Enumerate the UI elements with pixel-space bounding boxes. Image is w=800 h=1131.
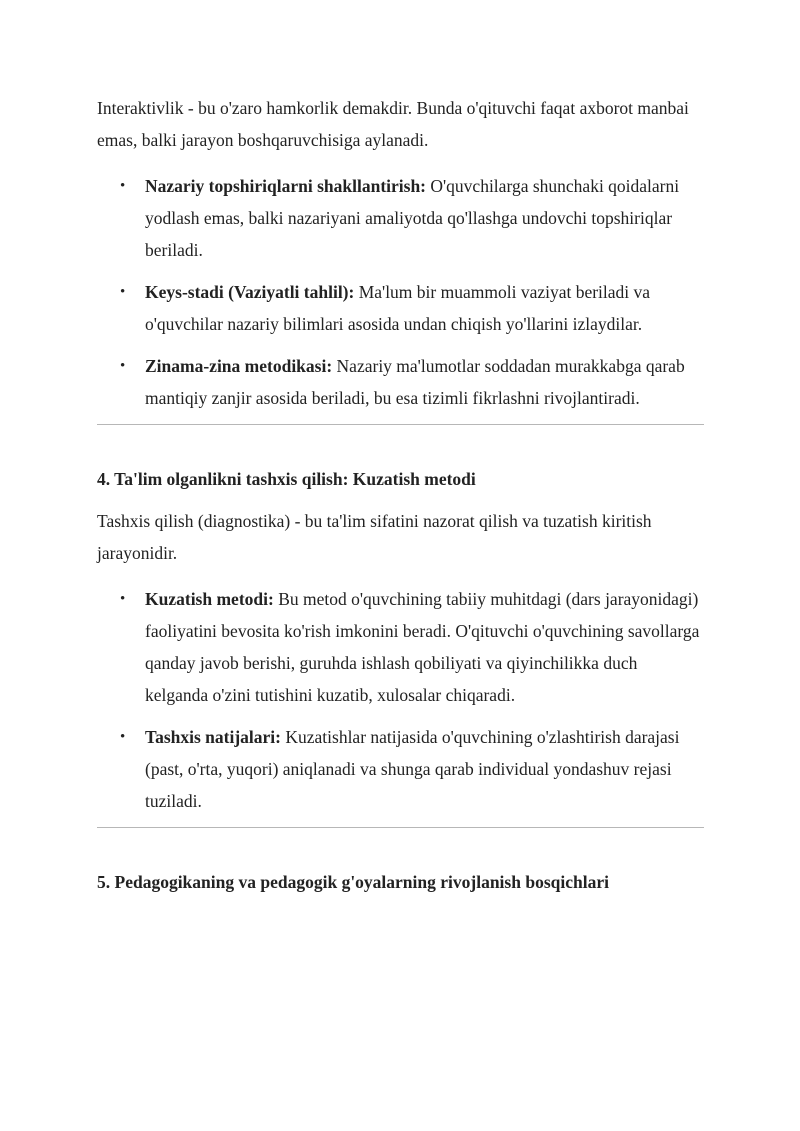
list-item-text: Nazariy ma'lumotlar soddadan murakkabga qarab mantiqiy zanjir asosida beriladi, bu esa tizimli fikrlashni rivojlantiradi. <box>145 356 685 408</box>
list-item-text: Ma'lum bir muammoli vaziyat beriladi va o'quvchilar nazariy bilimlari asosida undan chiqish yo'llarini izlaydilar. <box>145 282 651 334</box>
bullet-icon: • <box>120 284 126 300</box>
list-item-text: Kuzatishlar natijasida o'quvchining o'zlashtirish darajasi (past, o'rta, yuqori) aniqlanadi va shunga qarab individual yondashuv rejasi tuziladi. <box>145 727 680 811</box>
section-divider <box>97 827 704 828</box>
bullet-icon: • <box>120 729 126 745</box>
section4-intro: Tashxis qilish (diagnostika) - bu ta'lim sifatini nazorat qilish va tuzatish kiritish jarayonidir. <box>97 511 652 563</box>
section3-list <box>97 170 704 414</box>
section5-heading: 5. Pedagogikaning va pedagogik g'oyalarning rivojlanish bosqichlari <box>97 872 609 892</box>
section-divider <box>97 424 704 425</box>
section4-list <box>97 583 704 817</box>
list-item-text: O'quvchilarga shunchaki qoidalarni yodlash emas, balki nazariyani amaliyotda qo'llashga undovchi topshiriqlar beriladi. <box>145 176 680 260</box>
list-item <box>120 350 704 414</box>
list-item <box>120 276 704 340</box>
section4-heading: 4. Ta'lim olganlikni tashxis qilish: Kuzatish metodi <box>97 469 476 489</box>
list-item-term: Zinama-zina metodikasi: <box>145 356 333 376</box>
bullet-icon: • <box>120 178 126 194</box>
section3-intro: Interaktivlik - bu o'zaro hamkorlik demakdir. Bunda o'qituvchi faqat axborot manbai emas, balki jarayon boshqaruvchisiga aylanadi. <box>97 98 689 150</box>
list-item-term: Kuzatish metodi: <box>145 589 274 609</box>
list-item-term: Nazariy topshiriqlarni shakllantirish: <box>145 176 427 196</box>
bullet-icon: • <box>120 591 126 607</box>
list-item <box>120 721 704 817</box>
list-item-term: Keys-stadi (Vaziyatli tahlil): <box>145 282 355 302</box>
list-item-term: Tashxis natijalari: <box>145 727 281 747</box>
bullet-icon: • <box>120 358 126 374</box>
list-item <box>120 170 704 266</box>
list-item <box>120 583 704 711</box>
list-item-text: Bu metod o'quvchining tabiiy muhitdagi (dars jarayonidagi) faoliyatini bevosita ko'rish imkonini beradi. O'qituvchi o'quvchining savollarga qanday javob berishi, guruhda ishlash qobiliyati va qiyinchilikka duch kelganda o'zini tutishini kuzatib, xulosalar chiqaradi. <box>145 589 700 705</box>
